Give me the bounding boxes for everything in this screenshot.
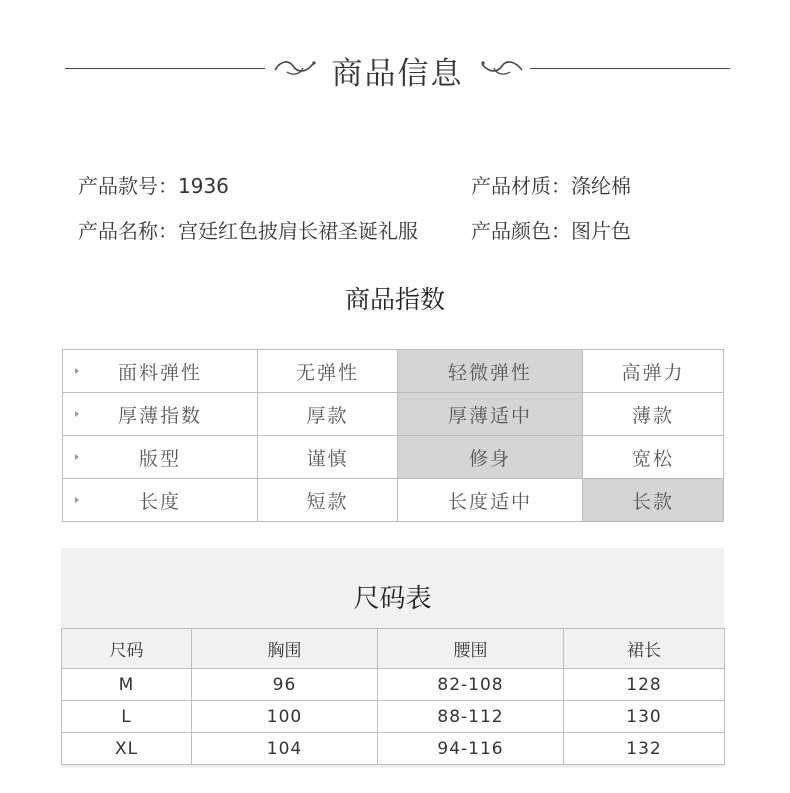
index-option: 无弹性: [258, 350, 398, 393]
info-color: 产品颜色：图片色: [471, 219, 631, 243]
index-label-text: 版型: [138, 447, 181, 470]
size-cell: 132: [564, 733, 725, 765]
size-row: [62, 701, 725, 733]
size-header-cell: 胸围: [192, 629, 378, 669]
index-row: [63, 436, 724, 479]
index-row-label: [63, 393, 258, 436]
size-cell: 100: [192, 701, 378, 733]
size-cell: 94-116: [378, 733, 564, 765]
swirl-ornament-left-icon: [273, 56, 319, 78]
index-option: 谨慎: [258, 436, 398, 479]
size-header-cell: 腰围: [378, 629, 564, 669]
index-label-text: 面料弹性: [117, 361, 202, 384]
size-chart-section: [61, 548, 724, 768]
index-option: 宽松: [583, 436, 724, 479]
size-cell: 128: [564, 669, 725, 701]
triangle-bullet-icon: [75, 411, 79, 417]
index-label-text: 厚薄指数: [117, 404, 202, 427]
info-material: 产品材质：涤纶棉: [471, 174, 631, 198]
header-rule-right: [530, 68, 730, 69]
index-option-selected: 轻微弹性: [398, 350, 583, 393]
index-label-text: 长度: [138, 490, 181, 513]
page-title: 商品信息: [331, 56, 464, 92]
size-cell: 88-112: [378, 701, 564, 733]
size-chart-title: 尺码表: [353, 584, 432, 614]
index-row-label: [63, 479, 258, 522]
index-option-selected: 长款: [583, 479, 724, 522]
size-cell: 96: [192, 669, 378, 701]
size-row: [62, 733, 725, 765]
index-row-label: [63, 436, 258, 479]
size-cell: XL: [62, 733, 192, 765]
index-row: [63, 393, 724, 436]
index-option: 高弹力: [583, 350, 724, 393]
info-product-name: 产品名称：宫廷红色披肩长裙圣诞礼服: [78, 219, 418, 243]
info-style-number: 产品款号：1936: [78, 174, 229, 198]
size-header-cell: 尺码: [62, 629, 192, 669]
size-row: [62, 669, 725, 701]
index-row: [63, 350, 724, 393]
size-cell: L: [62, 701, 192, 733]
index-row: [63, 479, 724, 522]
index-title: 商品指数: [344, 285, 445, 314]
size-header-cell: 裙长: [564, 629, 725, 669]
triangle-bullet-icon: [75, 454, 79, 460]
index-option: 薄款: [583, 393, 724, 436]
index-option-selected: 厚薄适中: [398, 393, 583, 436]
section-header: [0, 40, 790, 100]
size-chart-table: [61, 628, 725, 765]
size-cell: 82-108: [378, 669, 564, 701]
triangle-bullet-icon: [75, 368, 79, 374]
size-cell: 104: [192, 733, 378, 765]
product-index-table: [62, 349, 724, 522]
swirl-ornament-right-icon: [478, 56, 524, 78]
index-option: 短款: [258, 479, 398, 522]
size-cell: M: [62, 669, 192, 701]
size-cell: 130: [564, 701, 725, 733]
triangle-bullet-icon: [75, 497, 79, 503]
index-option-selected: 修身: [398, 436, 583, 479]
index-row-label: [63, 350, 258, 393]
index-option: 长度适中: [398, 479, 583, 522]
index-option: 厚款: [258, 393, 398, 436]
header-rule-left: [65, 68, 265, 69]
